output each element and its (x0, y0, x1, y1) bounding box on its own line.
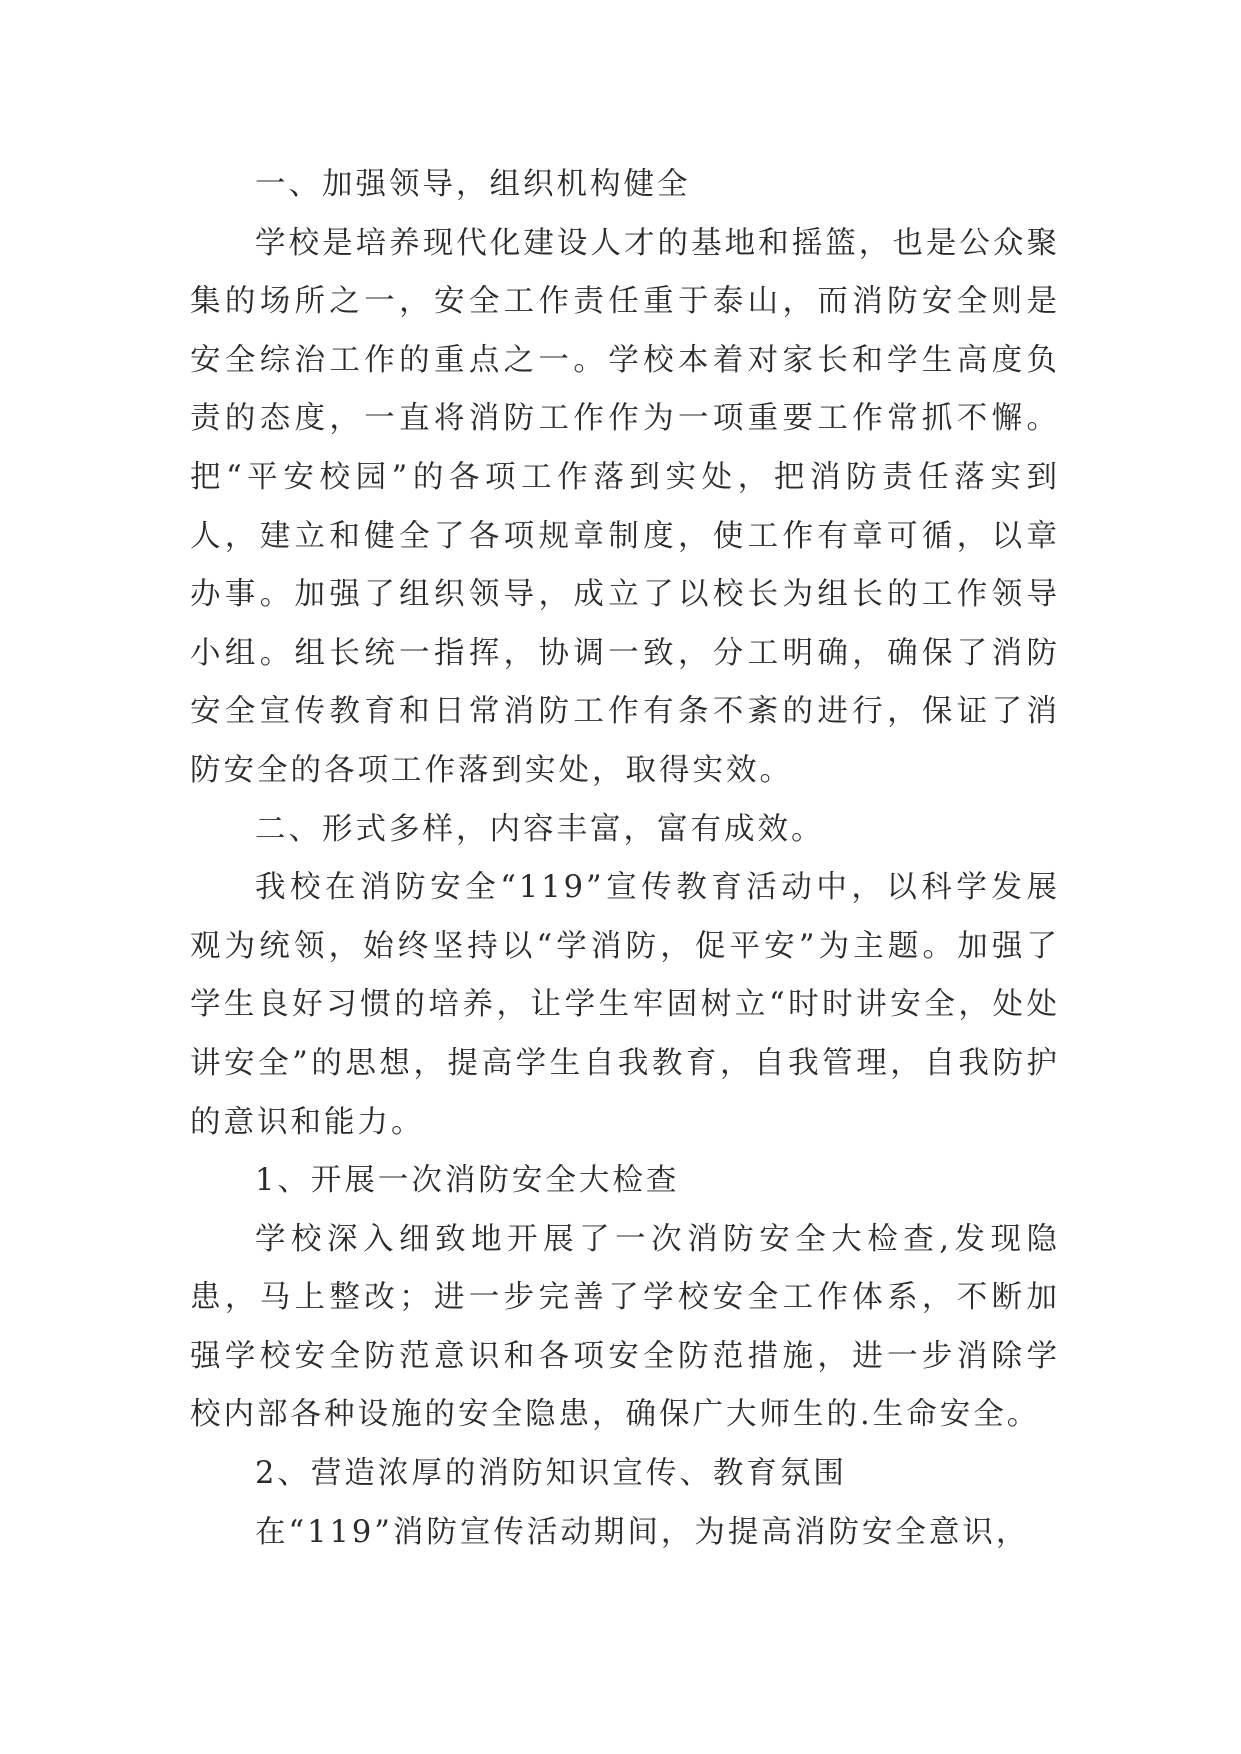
document-body (190, 156, 1060, 1562)
body-paragraph-2: 我校在消防安全“119”宣传教育活动中，以科学发展观为统领，始终坚持以“学消防，促平安”为主题。加强了学生良好习惯的培养，让学生牢固树立“时时讲安全，处处讲安全”的思想，提高学生自我教育，自我管理，自我防护的意识和能力。 (190, 870, 1060, 1140)
body-paragraph-3: 学校深入细致地开展了一次消防安全大检查,发现隐患，马上整改；进一步完善了学校安全工作体系，不断加强学校安全防范意识和各项安全防范措施，进一步消除学校内部各种设施的安全隐患，确保广大师生的.生命安全。 (190, 1221, 1060, 1433)
body-paragraph-1: 学校是培养现代化建设人才的基地和摇篮，也是公众聚集的场所之一，安全工作责任重于泰山，而消防安全则是安全综治工作的重点之一。学校本着对家长和学生高度负责的态度，一直将消防工作作为一项重要工作常抓不懈。把“平安校园”的各项工作落到实处，把消防责任落实到人，建立和健全了各项规章制度，使工作有章可循，以章办事。加强了组织领导，成立了以校长为组长的工作领导小组。组长统一指挥，协调一致，分工明确，确保了消防安全宣传教育和日常消防工作有条不紊的进行，保证了消防安全的各项工作落到实处，取得实效。 (190, 225, 1060, 788)
subheading-1: 1、开展一次消防安全大检查 (255, 1163, 680, 1199)
section-heading-1: 一、加强领导，组织机构健全 (255, 167, 691, 202)
section-heading-2: 二、形式多样，内容丰富，富有成效。 (255, 811, 825, 847)
subheading-2: 2、营造浓厚的消防知识宣传、教育氛围 (255, 1456, 847, 1492)
body-paragraph-4: 在“119”消防宣传活动期间，为提高消防安全意识， (255, 1514, 1030, 1550)
